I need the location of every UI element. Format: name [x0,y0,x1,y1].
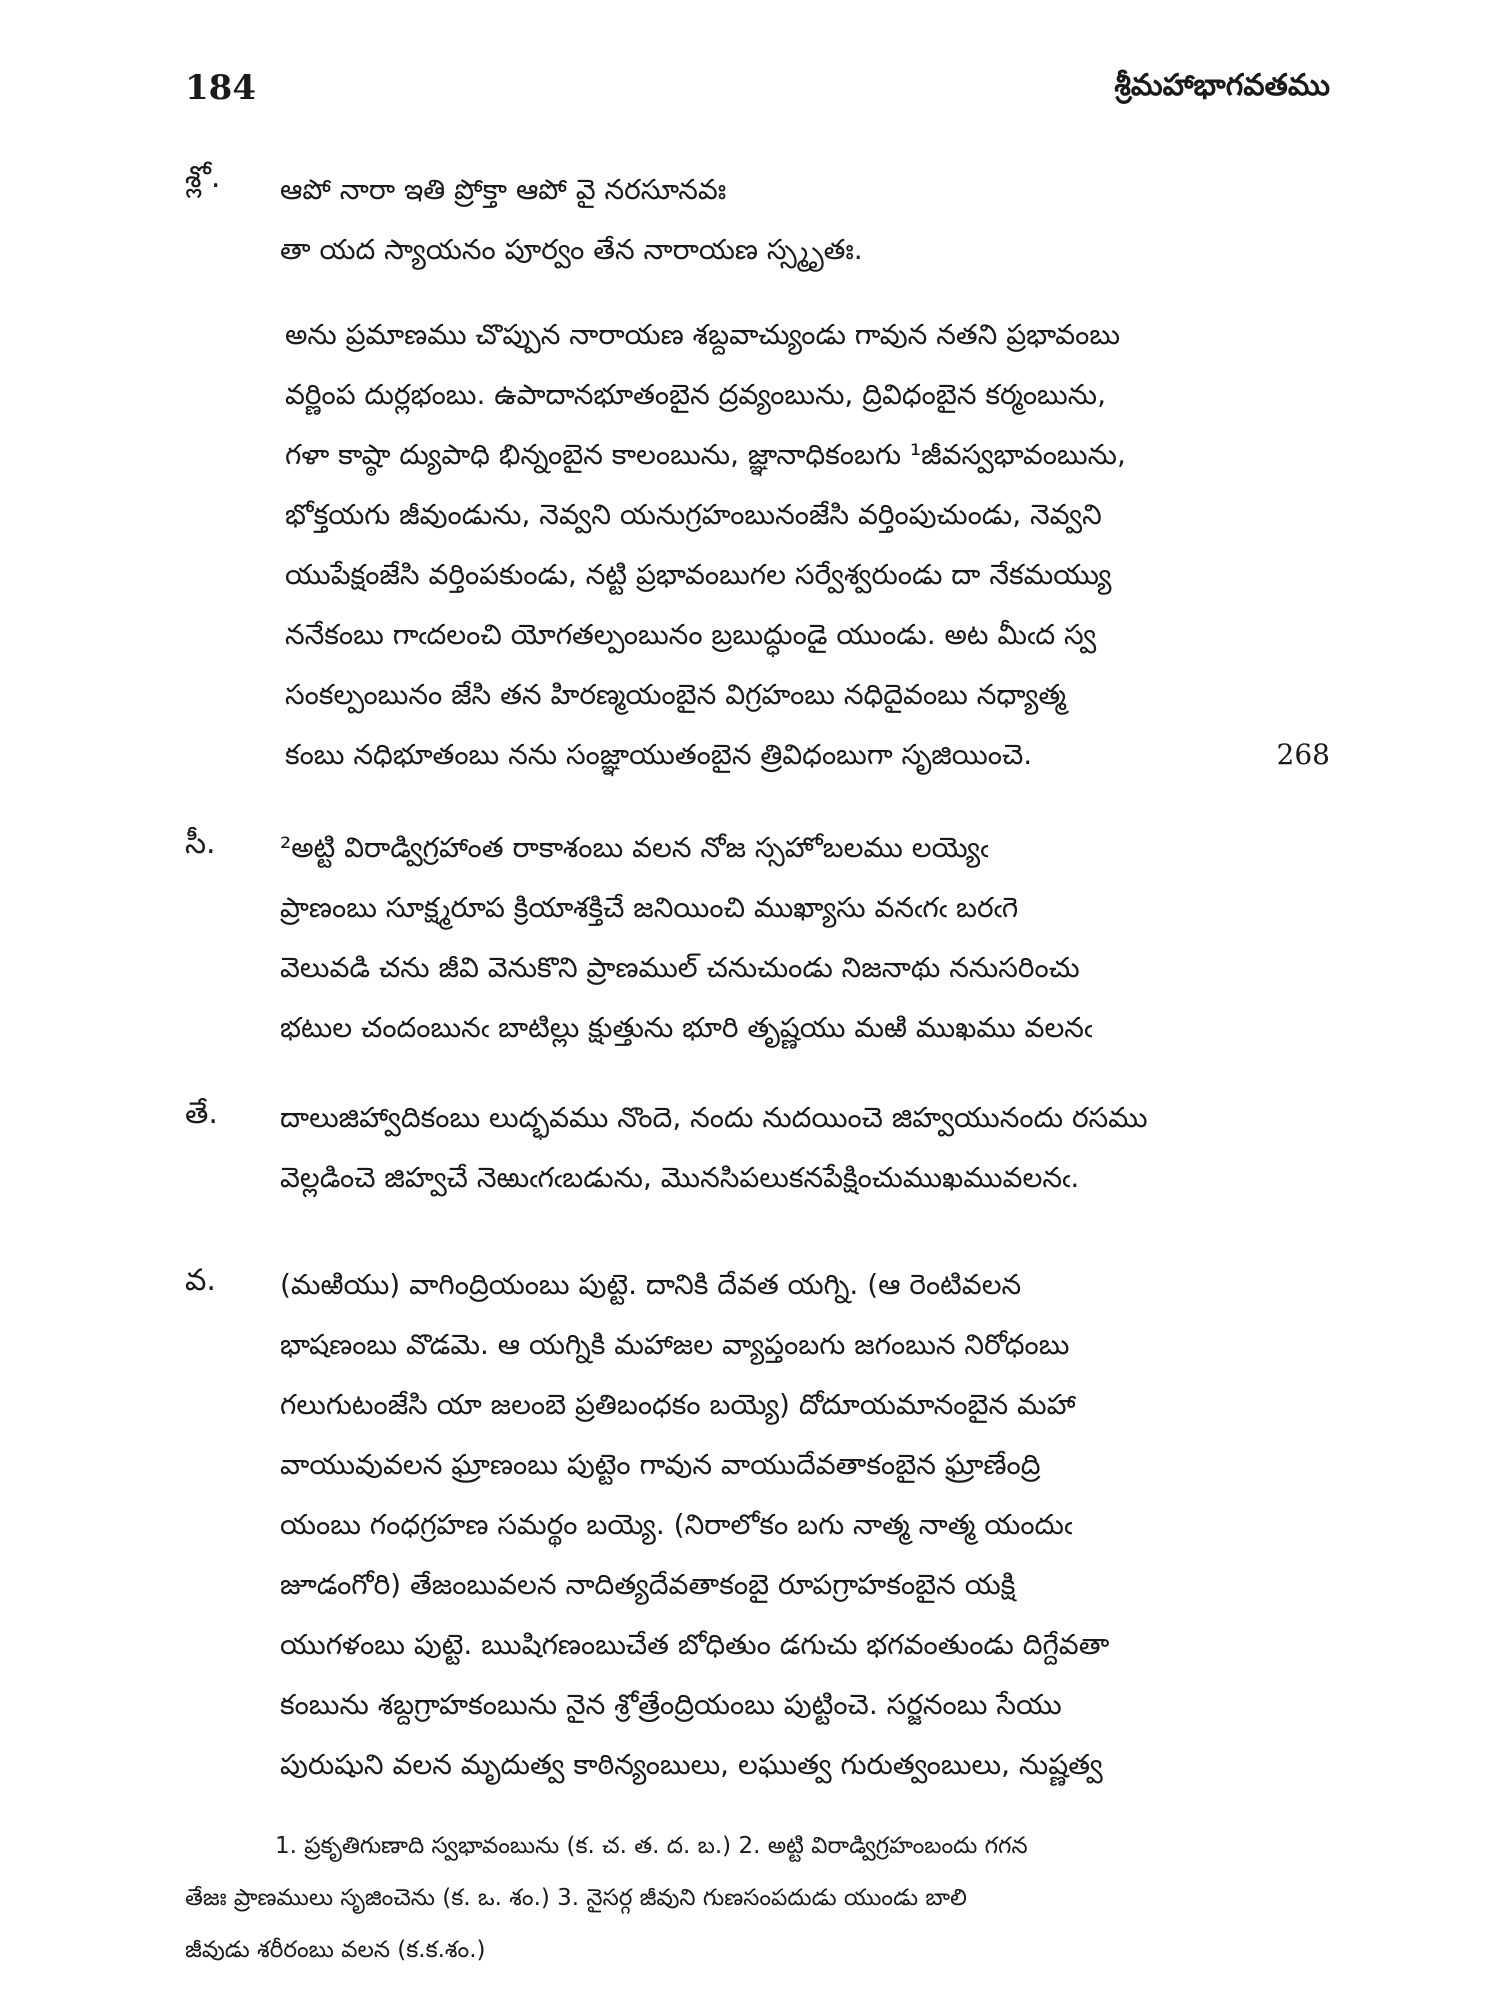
prose-line: యుపేక్షంజేసి వర్తింపకుండు, నట్టి ప్రభావంబుగల సర్వేశ్వరుండు దా నేకమయ్యు [285,558,1112,591]
prose-line: సంకల్పంబునం జేసి తన హిరణ్మయంబైన విగ్రహంబు నధిదైవంబు నధ్యాత్మ [285,678,1066,711]
prose-line: ననేకంబు గాఁదలంచి యోగతల్పంబునం బ్రబుద్ధుండై యుండు. అట మీఁద స్వ [285,618,1097,651]
prose-line: గలుగుటంజేసి యా జలంబె ప్రతిబంధకం బయ్యె) దోదూయమానంబైన మహా [280,1388,1076,1421]
prose-line: యంబు గంధగ్రహణ సమర్థం బయ్యె. (నిరాలోకం బగు నాత్మ నాత్మ యందుఁ [280,1508,1073,1541]
prose-line: భోక్తయగు జీవుండును, నెవ్వని యనుగ్రహంబునంజేసి వర్తింపుచుండు, నెవ్వని [285,498,1102,531]
verse-marker: సీ. [185,826,216,861]
verse-line: ప్రాణంబు సూక్ష్మరూప క్రియాశక్తిచే జనియించి ముఖ్యాసు వనఁగఁ బరఁగె [280,891,1019,924]
verse-line: వెలువడి చను జీవి వెనుకొని ప్రాణముల్ చనుచుండు నిజనాథు ననుసరించు [280,951,1080,984]
prose-line: భాషణంబు వొడమె. ఆ యగ్నికి మహాజల వ్యాప్తంబగు జగంబున నిరోధంబు [280,1328,1070,1361]
footnotes [185,1820,1330,1976]
running-title: శ్రీమహాభాగవతము [1114,68,1330,103]
page-header [185,68,1330,118]
prose-line: అను ప్రమాణము చొప్పున నారాయణ శబ్దవాచ్యుండు గావున నతని ప్రభావంబు [285,318,1121,351]
prose-line: జూడంగోరి) తేజంబువలన నాదిత్యదేవతాకంబై రూపగ్రాహకంబైన యక్షి [280,1568,1016,1601]
verse-marker: శ్లో. [185,160,221,195]
prose-line: గళా కాష్ఠా ద్యుపాధి భిన్నంబైన కాలంబును, జ్ఞానాధికంబగు ¹జీవస్వభావంబును, [285,438,1126,471]
verse-line: వెల్లడించె జిహ్వచే నెఱుఁగఁబడును, మొనసిపలుకనపేక్షించుముఖమువలనఁ. [280,1161,1080,1194]
prose-line: పురుషుని వలన మృదుత్వ కాఠిన్యంబులు, లఘుత్వ గురుత్వంబులు, నుష్ణత్వ [280,1748,1103,1781]
prose-line: వాయువువలన ఘ్రాణంబు పుట్టెం గావున వాయుదేవతాకంబైన ఘ్రాణేంద్రి [280,1448,1041,1481]
footnote-line: 1. ప్రకృతిగుణాది స్వభావంబును (క. చ. త. ద. బ.) 2. అట్టి విరాడ్విగ్రహంబందు గగన [275,1833,1028,1859]
paragraph-number: 268 [1276,738,1330,771]
prose-line-text: కంబు నధిభూతంబు నను సంజ్ఞాయుతంబైన త్రివిధంబుగా సృజియించె. [285,738,1033,771]
prose-line: (మఱియు) వాగింద్రియంబు పుట్టె. దానికి దేవత యగ్ని. (ఆ రెంటివలన [280,1268,1022,1301]
verse-line: తా యద స్యాయనం పూర్వం తేన నారాయణ స్స్మృతః. [280,233,863,266]
prose-line [285,725,1330,785]
verse-line: ఆపో నారా ఇతి ప్రోక్తా ఆపో వై నరసూనవః [280,173,727,206]
verse-line: దాలుజిహ్వాదికంబు లుద్భవము నొందె, నందు నుదయించె జిహ్వయునందు రసము [280,1101,1148,1134]
verse-line: భటుల చందంబునఁ బాటిల్లు క్షుత్తును భూరి తృష్ణయు మఱి ముఖము వలనఁ [280,1011,1093,1044]
footnote-line: తేజః ప్రాణములు సృజించెను (క. ఒ. శం.) 3. నైసర్గ జీవుని గుణసంపదుడు యుండు బాలి [185,1885,967,1911]
prose-line: కంబును శబ్దగ్రాహకంబును నైన శ్రోత్రేంద్రియంబు పుట్టించె. సర్జనంబు సేయు [280,1688,1062,1721]
verse-line: ²అట్టి విరాడ్విగ్రహాంత రాకాశంబు వలన నోజ స్సహోబలము లయ్యెఁ [280,831,989,864]
page-number: 184 [185,68,256,108]
verse-marker: వ. [185,1263,216,1298]
verse-marker: తే. [185,1096,218,1131]
footnote-line: జీవుడు శరీరంబు వలన (క.క.శం.) [185,1937,486,1963]
prose-line: వర్ణింప దుర్లభంబు. ఉపాదానభూతంబైన ద్రవ్యంబును, ద్రివిధంబైన కర్మంబును, [285,378,1106,411]
prose-line: యుగళంబు పుట్టె. ఋషిగణంబుచేత బోధితుం డగుచు భగవంతుండు దిగ్దేవతా [280,1628,1110,1661]
